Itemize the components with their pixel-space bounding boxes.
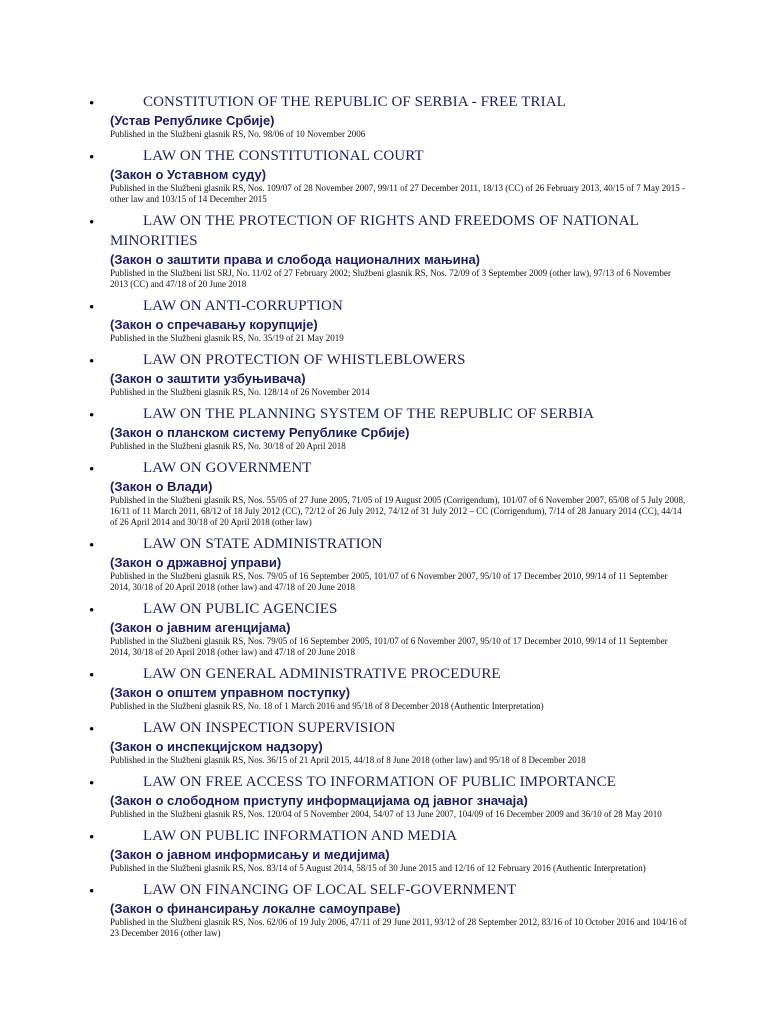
law-publication-info: Published in the Službeni glasnik RS, No. 35/19 of 21 May 2019 (110, 333, 344, 343)
law-publication-info: Published in the Službeni glasnik RS, Nos. 83/14 of 5 August 2014, 58/15 of 30 June 2015 and 12/16 of 12 February 2016 (Authentic Interpretation) (110, 863, 646, 873)
law-list-item-9 (0, 599, 768, 664)
law-native-title: (Закон о инспекцијском надзору) (110, 739, 323, 754)
law-list-item-12 (0, 772, 768, 826)
law-publication-info: Published in the Službeni glasnik RS, No. 30/18 of 20 April 2018 (110, 441, 346, 451)
law-publication-info: Published in the Službeni glasnik RS, No. 98/06 of 10 November 2006 (110, 129, 366, 139)
bullet-icon: • (89, 96, 95, 112)
law-title-link[interactable]: LAW ON PUBLIC INFORMATION AND MEDIA (143, 828, 458, 844)
law-publication-info: Published in the Službeni glasnik RS, No. 18 of 1 March 2016 and 95/18 of 8 December 2018 (Authentic Interpretation) (110, 701, 544, 711)
bullet-icon: • (89, 722, 95, 738)
law-title-link[interactable]: LAW ON ANTI-CORRUPTION (143, 298, 343, 314)
law-native-title: (Закон о планском систему Републике Србије) (110, 425, 410, 440)
bullet-icon: • (89, 776, 95, 792)
bullet-icon: • (89, 215, 95, 231)
law-title-link[interactable]: LAW ON FINANCING OF LOCAL SELF-GOVERNMENT (143, 882, 517, 898)
law-publication-info: Published in the Službeni glasnik RS, Nos. 55/05 of 27 June 2005, 71/05 of 19 August 2005 (Corrigendum), 101/07 of 6 November 2007, 65/08 of 5 July 2008, 16/11 of 11 March 2011, 68/12 of 18 July 2012 (CC), 72/12 of 26 July 2012, 74/12 of 31 July 2012 – CC (Corrigendum), 7/14 of 28 January 2014 (CC), 44/14 of 26 April 2014 and 30/18 of 20 April 2018 (other law) (110, 495, 686, 527)
law-title-link[interactable]: LAW ON FREE ACCESS TO INFORMATION OF PUBLIC IMPORTANCE (143, 774, 616, 790)
law-list-item-11 (0, 718, 768, 772)
law-native-title: (Устав Републике Србије) (110, 113, 275, 128)
law-list-item-5 (0, 350, 768, 404)
law-list-item-14 (0, 880, 768, 945)
bullet-icon: • (89, 538, 95, 554)
law-native-title: (Закон о јавном информисању и медијима) (110, 847, 390, 862)
law-native-title: (Закон о слободном приступу информацијама од јавног значаја) (110, 793, 528, 808)
law-title-link[interactable]: CONSTITUTION OF THE REPUBLIC OF SERBIA - FREE TRIAL (143, 94, 566, 110)
law-list-item-7 (0, 458, 768, 534)
law-list-item-10 (0, 664, 768, 718)
law-publication-info: Published in the Službeni glasnik RS, Nos. 109/07 of 28 November 2007, 99/11 of 27 December 2011, 18/13 (CC) of 26 February 2013, 40/15 of 7 May 2015 - other law and 103/15 of 14 December 2015 (110, 183, 686, 204)
law-native-title: (Закон о државној управи) (110, 555, 282, 570)
bullet-icon: • (89, 884, 95, 900)
bullet-icon: • (89, 300, 95, 316)
law-list-item-6 (0, 404, 768, 458)
law-native-title: (Закон о заштити права и слобода националних мањина) (110, 252, 481, 267)
bullet-icon: • (89, 830, 95, 846)
law-publication-info: Published in the Službeni glasnik RS, Nos. 120/04 of 5 November 2004, 54/07 of 13 June 2007, 104/09 of 16 December 2009 and 36/10 of 28 May 2010 (110, 809, 662, 819)
law-publication-info: Published in the Službeni glasnik RS, Nos. 79/05 of 16 September 2005, 101/07 of 6 November 2007, 95/10 of 17 December 2010, 99/14 of 11 September 2014, 30/18 of 20 April 2018 (other law) and 47/18 of 20 June 2018 (110, 571, 668, 592)
law-title-link[interactable]: LAW ON STATE ADMINISTRATION (143, 536, 383, 552)
law-title-link[interactable]: LAW ON PUBLIC AGENCIES (143, 601, 338, 617)
law-native-title: (Закон о јавним агенцијама) (110, 620, 291, 635)
law-list-item-3 (0, 211, 768, 296)
bullet-icon: • (89, 150, 95, 166)
law-native-title: (Закон о заштити узбуњивача) (110, 371, 306, 386)
law-title-link[interactable]: LAW ON GENERAL ADMINISTRATIVE PROCEDURE (143, 666, 501, 682)
law-publication-info: Published in the Službeni glasnik RS, Nos. 36/15 of 21 April 2015, 44/18 of 8 June 2018 (other law) and 95/18 of 8 December 2018 (110, 755, 586, 765)
law-list (0, 92, 768, 945)
bullet-icon: • (89, 354, 95, 370)
law-list-item-4 (0, 296, 768, 350)
law-native-title: (Закон о спречавању корупције) (110, 317, 318, 332)
law-native-title: (Закон о Влади) (110, 479, 213, 494)
law-native-title: (Закон о Уставном суду) (110, 167, 267, 182)
law-title-link[interactable]: LAW ON GOVERNMENT (143, 460, 312, 476)
law-list-item-8 (0, 534, 768, 599)
law-publication-info: Published in the Službeni glasnik RS, Nos. 79/05 of 16 September 2005, 101/07 of 6 November 2007, 95/10 of 17 December 2010, 99/14 of 11 September 2014, 30/18 of 20 April 2018 (other law) and 47/18 of 20 June 2018 (110, 636, 668, 657)
law-title-link[interactable]: LAW ON THE PLANNING SYSTEM OF THE REPUBLIC OF SERBIA (143, 406, 595, 422)
law-publication-info: Published in the Službeni list SRJ, No. 11/02 of 27 February 2002; Službeni glasnik RS, Nos. 72/09 of 3 September 2009 (other law), 97/13 of 6 November 2013 (CC) and 47/18 of 20 June 2018 (110, 268, 671, 289)
law-list-item-2 (0, 146, 768, 211)
law-title-link[interactable]: LAW ON THE CONSTITUTIONAL COURT (143, 148, 424, 164)
law-publication-info: Published in the Službeni glasnik RS, No. 128/14 of 26 November 2014 (110, 387, 370, 397)
law-title-link[interactable]: LAW ON INSPECTION SUPERVISION (143, 720, 396, 736)
bullet-icon: • (89, 462, 95, 478)
law-publication-info: Published in the Službeni glasnik RS, Nos. 62/06 of 19 July 2006, 47/11 of 29 June 2011, 93/12 of 28 September 2012, 83/16 of 10 October 2016 and 104/16 of 23 December 2016 (other law) (110, 917, 687, 938)
bullet-icon: • (89, 408, 95, 424)
law-list-item-13 (0, 826, 768, 880)
law-native-title: (Закон о финансирању локалне самоуправе) (110, 901, 401, 916)
law-title-link[interactable]: LAW ON THE PROTECTION OF RIGHTS AND FREEDOMS OF NATIONAL MINORITIES (110, 213, 639, 249)
law-list-item-1 (0, 92, 768, 146)
bullet-icon: • (89, 603, 95, 619)
bullet-icon: • (89, 668, 95, 684)
law-title-link[interactable]: LAW ON PROTECTION OF WHISTLEBLOWERS (143, 352, 466, 368)
law-native-title: (Закон о општем управном поступку) (110, 685, 351, 700)
